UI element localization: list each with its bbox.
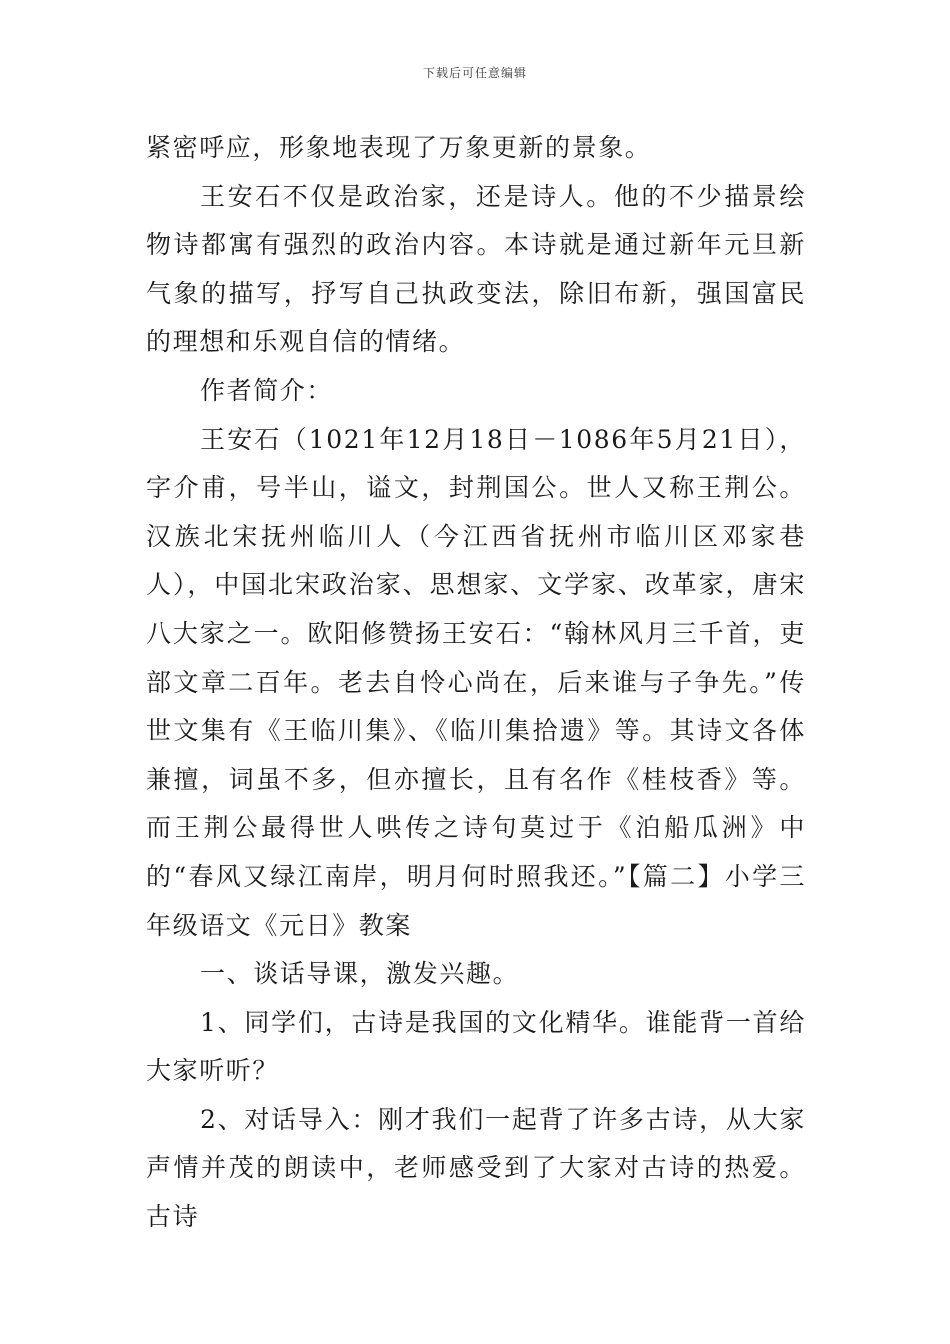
page-header: 下载后可任意编辑 bbox=[422, 66, 527, 80]
paragraph-item-one: 1、同学们，古诗是我国的文化精华。谁能背一首给大家听听？ bbox=[146, 1007, 806, 1086]
paragraph-section-one: 一、谈话导课，激发兴趣。 bbox=[200, 959, 520, 989]
paragraph-author-heading: 作者简介： bbox=[200, 375, 334, 405]
paragraph-item-two: 2、对话导入：刚才我们一起背了许多古诗，从大家声情并茂的朗读中，老师感受到了大家对古诗的热爱。古诗 bbox=[146, 1104, 806, 1232]
paragraph-poet-politics: 王安石不仅是政治家，还是诗人。他的不少描景绘物诗都寓有强烈的政治内容。本诗就是通过新年元旦新气象的描写，抒写自己执政变法，除旧布新，强国富民的理想和乐观自信的情绪。 bbox=[146, 181, 806, 357]
paragraph-author-bio: 王安石（1021年12月18日－1086年5月21日），字介甫，号半山，谥文，封荆国公。世人又称王荆公。汉族北宋抚州临川人（今江西省抚州市临川区邓家巷人），中国北宋政治家、思想家、文学家、改革家，唐宋八大家之一。欧阳修赞扬王安石：“翰林风月三千首，吏部文章二百年。老去自怜心尚在，后来谁与子争先。”传世文集有《王临川集》、《临川集拾遗》等。其诗文各体兼擅，词虽不多，但亦擅长，且有名作《桂枝香》等。而王荆公最得世人哄传之诗句莫过于《泊船瓜洲》中的“春风又绿江南岸，明月何时照我还。”【篇二】小学三年级语文《元日》教案 bbox=[146, 424, 806, 940]
paragraph-continuation: 紧密呼应，形象地表现了万象更新的景象。 bbox=[146, 133, 652, 162]
document-body bbox=[146, 124, 806, 1242]
